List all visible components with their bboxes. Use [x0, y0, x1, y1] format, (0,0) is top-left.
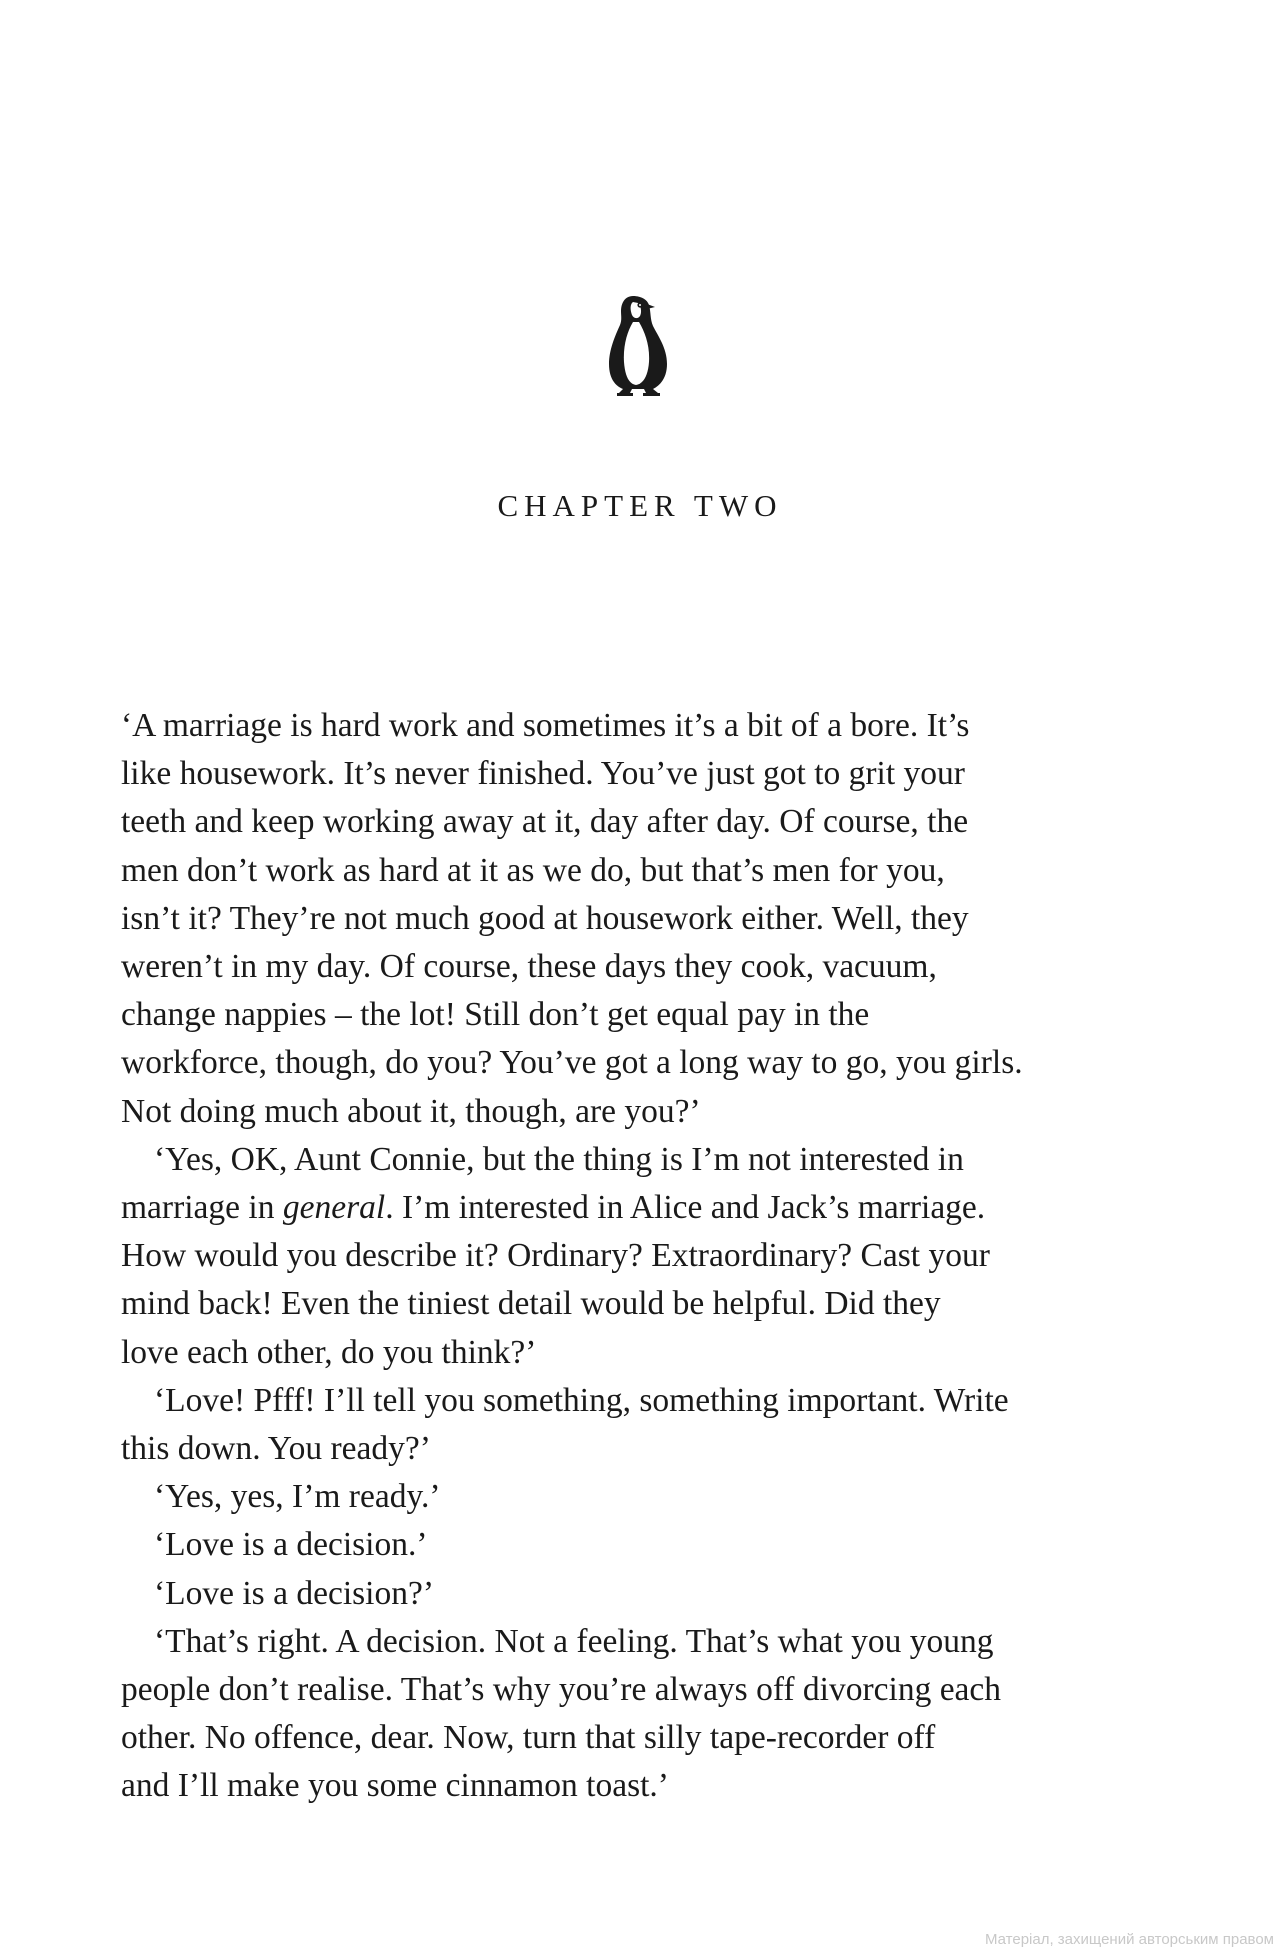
text-line: love each other, do you think?’	[121, 1333, 537, 1371]
text-segment: marriage in	[121, 1189, 283, 1227]
text-line: weren’t in my day. Of course, these days they cook, vacuum,	[121, 948, 937, 986]
text-line: ‘Love is a decision?’	[154, 1574, 434, 1612]
text-line: ‘Yes, yes, I’m ready.’	[154, 1478, 441, 1516]
text-line: ‘A marriage is hard work and sometimes it’s a bit of a bore. It’s	[121, 707, 970, 744]
copyright-watermark: Матеріал, захищений авторським правом	[984, 1931, 1274, 1948]
emphasis-text: general	[282, 1189, 386, 1227]
text-line: ‘Love is a decision.’	[154, 1526, 428, 1564]
text-line: people don’t realise. That’s why you’re always off divorcing each	[121, 1671, 1002, 1709]
text-line: ‘Love! Pfff! I’ll tell you something, something important. Write	[154, 1381, 1009, 1419]
text-line: men don’t work as hard at it as we do, but that’s men for you,	[121, 851, 945, 889]
text-line: change nappies – the lot! Still don’t get equal pay in the	[121, 996, 870, 1034]
text-line: ‘That’s right. A decision. Not a feeling. That’s what you young	[154, 1622, 994, 1660]
text-line: and I’ll make you some cinnamon toast.’	[121, 1767, 669, 1805]
text-line: like housework. It’s never finished. You’ve just got to grit your	[121, 755, 965, 793]
text-line: isn’t it? They’re not much good at housework either. Well, they	[121, 899, 969, 937]
text-line: How would you describe it? Ordinary? Extraordinary? Cast your	[121, 1237, 990, 1275]
text-line-italic	[121, 1184, 1181, 1232]
text-line: workforce, though, do you? You’ve got a long way to go, you girls.	[121, 1044, 1023, 1082]
text-line: this down. You ready?’	[121, 1430, 431, 1468]
text-segment: . I’m interested in Alice and Jack’s marriage.	[385, 1189, 986, 1227]
penguin-beak	[647, 304, 655, 309]
text-line: mind back! Even the tiniest detail would be helpful. Did they	[121, 1285, 941, 1323]
penguin-feet	[617, 393, 660, 396]
chapter-body	[121, 702, 1181, 1811]
chapter-title: CHAPTER TWO	[497, 488, 783, 523]
text-line: teeth and keep working away at it, day after day. Of course, the	[121, 803, 969, 841]
text-line: ‘Yes, OK, Aunt Connie, but the thing is I’m not interested in	[154, 1140, 964, 1178]
text-line: Not doing much about it, though, are you?’	[121, 1092, 701, 1130]
text-line: other. No offence, dear. Now, turn that silly tape-recorder off	[121, 1719, 936, 1757]
penguin-icon	[603, 292, 673, 400]
